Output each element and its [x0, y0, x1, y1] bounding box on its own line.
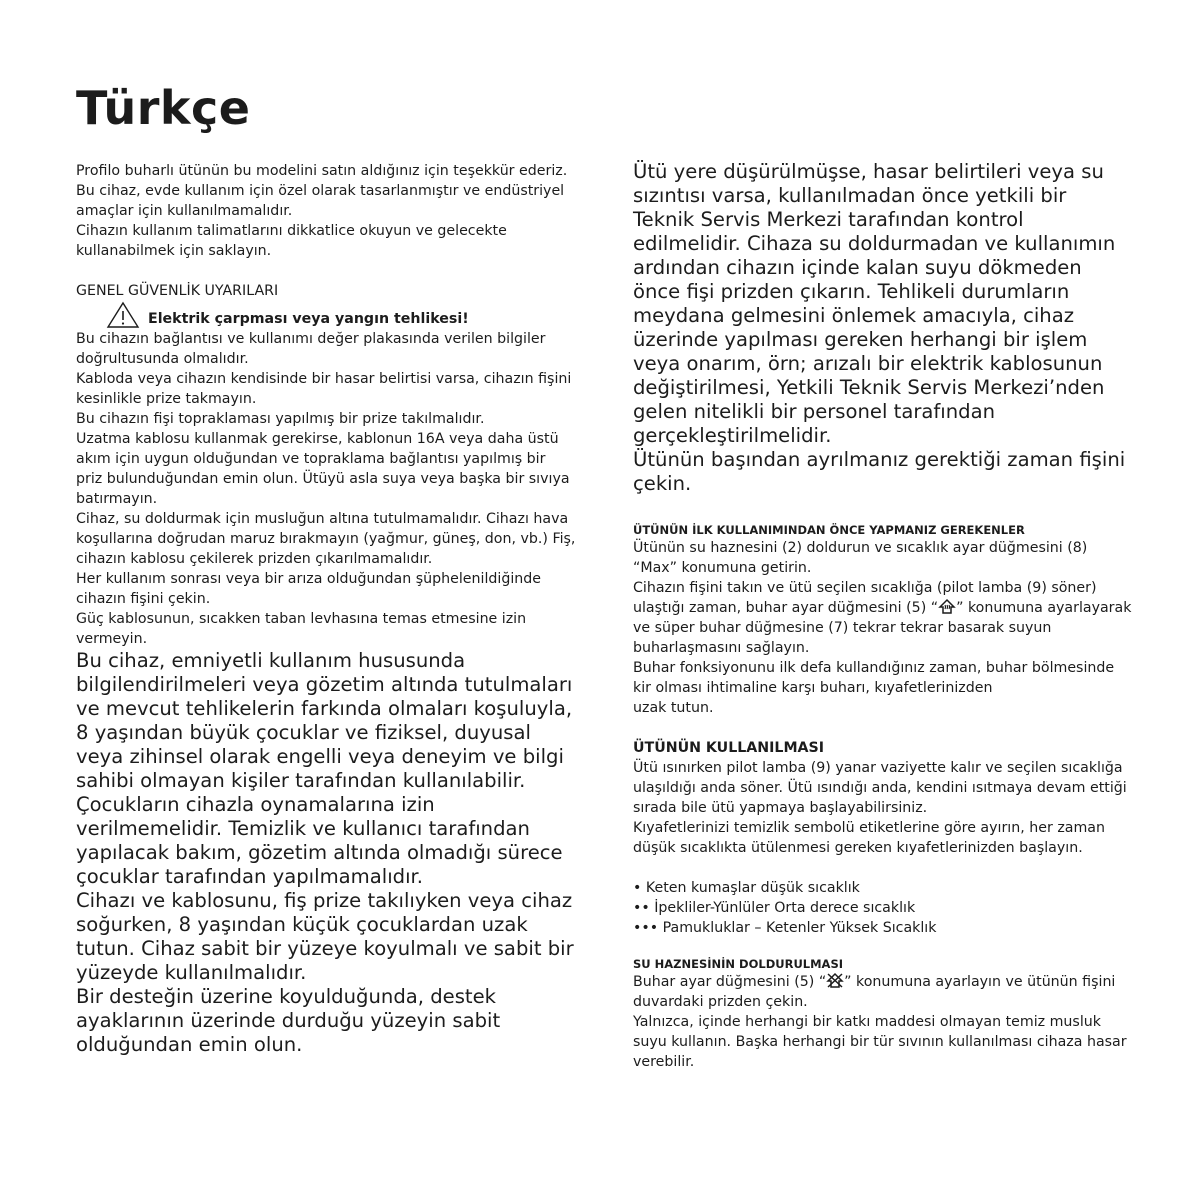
- safety-large-paragraph: önce fişi prizden çıkarın. Tehlikeli durumların meydana gelmesini önlemek amacıyla, cihaz üzerinde yapılması gereken herhangi bir işlem veya onarım, örn; arızalı bir elektrik kablosunun değiştirilmesi, Yetkili Teknik Servis Merkezi’nden gelen nitelikli bir personel tarafından gerçekleştirilmelidir.: [633, 280, 1105, 447]
- safety-paragraph: Bu cihazın fişi topraklaması yapılmış bir prize takılmalıdır.: [76, 411, 485, 427]
- safety-large-paragraph: Çocukların cihazla oynamalarına izin verilmemelidir. Temizlik ve kullanıcı tarafından yapılacak bakım, gözetim altında olmadığı sürece çocuklar tarafından yapılmamalıdır.: [76, 793, 563, 888]
- safety-large-paragraph: Bu cihaz, emniyetli kullanım hususunda bilgilendirilmeleri veya gözetim altında tutulmaları ve mevcut tehlikelerin farkında olmaları koşuluyla, 8 yaşından büyük çocuklar ve fiziksel, duyusal veya zihinsel olarak engelli veya deneyim ve bilgi sahibi olmayan kişiler tarafından kullanılabilir.: [76, 649, 573, 792]
- first-use-text: ” konumuna ayarlayarak ve süper buhar düğmesine (7) tekrar tekrar basarak suyun buharlaşmasını sağlayın.: [633, 600, 1132, 656]
- safety-paragraph: Cihaz, su doldurmak için musluğun altına tutulmamalıdır. Cihazı hava koşullarına doğrudan maruz bırakmayın (yağmur, güneş, don, vb.) Fiş, cihazın kablosu çekilerek prizden çıkarılmamalıdır.: [76, 511, 576, 567]
- safety-heading: GENEL GÜVENLİK UYARILARI: [76, 283, 279, 299]
- water-tank-paragraph: Yalnızca, içinde herhangi bir katkı maddesi olmayan temiz musluk suyu kullanın. Başka herhangi bir tür sıvının kullanılması cihaza hasar verebilir.: [633, 1014, 1127, 1070]
- intro-paragraph: Cihazın kullanım talimatlarını dikkatlice okuyun ve gelecekte kullanabilmek için saklayın.: [76, 223, 507, 259]
- page-title: Türkçe: [76, 81, 251, 135]
- usage-heading: ÜTÜNÜN KULLANILMASI: [633, 740, 825, 756]
- first-use-paragraph: [633, 578, 1133, 658]
- safety-large-paragraph: Bir desteğin üzerine koyulduğunda, destek ayaklarının üzerinde durduğu yüzeyin sabit olduğundan emin olun.: [76, 985, 501, 1056]
- safety-large-paragraph: Cihazı ve kablosunu, fiş prize takılıyken veya cihaz soğurken, 8 yaşından küçük çocuklardan uzak tutun. Cihaz sabit bir yüzeye koyulmalı ve sabit bir yüzeyde kullanılmalıdır.: [76, 889, 574, 984]
- safety-paragraph: Uzatma kablosu kullanmak gerekirse, kablonun 16A veya daha üstü akım için uygun olduğundan ve topraklama bağlantısı yapılmış bir priz bulunduğundan emin olun. Ütüyü asla suya veya başka bir sıvıya batırmayın.: [76, 431, 570, 507]
- list-item: ••• Pamukluklar – Ketenler Yüksek Sıcaklık: [633, 920, 937, 936]
- steam-max-icon: [938, 598, 956, 614]
- first-use-heading: ÜTÜNÜN İLK KULLANIMINDAN ÖNCE YAPMANIZ GEREKENLER: [633, 523, 1025, 537]
- water-tank-heading: SU HAZNESİNİN DOLDURULMASI: [633, 957, 844, 971]
- safety-large-paragraph: Ütünün başından ayrılmanız gerektiği zaman fişini çekin.: [633, 448, 1126, 495]
- safety-paragraph: Her kullanım sonrası veya bir arıza olduğundan şüphelenildiğinde cihazın fişini çekin.: [76, 571, 542, 607]
- safety-paragraph: Güç kablosunun, sıcakken taban levhasına temas etmesine izin vermeyin.: [76, 611, 527, 647]
- intro-paragraph: Profilo buharlı ütünün bu modelini satın aldığınız için teşekkür ederiz.: [76, 163, 568, 179]
- left-column: [76, 161, 576, 1057]
- safety-paragraph: Kabloda veya cihazın kendisinde bir hasar belirtisi varsa, cihazın fişini kesinlikle prize takmayın.: [76, 371, 572, 407]
- usage-paragraph: Kıyafetlerinizi temizlik sembolü etiketlerine göre ayırın, her zaman düşük sıcaklıkta ütülenmesi gereken kıyafetlerinizden başlayın.: [633, 820, 1105, 856]
- list-item: •• İpekliler-Yünlüler Orta derece sıcaklık: [633, 900, 916, 916]
- first-use-paragraph: Ütünün su haznesini (2) doldurun ve sıcaklık ayar düğmesini (8) “Max” konumuna getirin.: [633, 540, 1088, 576]
- steam-off-icon: [826, 972, 844, 988]
- water-tank-text: Buhar ayar düğmesini (5) “: [633, 974, 827, 990]
- warning-label: Elektrik çarpması veya yangın tehlikesi!: [148, 311, 469, 327]
- first-use-text: Cihazın fişini takın ve ütü seçilen sıcaklığa (pilot lamba (9) söner) ulaştığı zaman, buhar ayar düğmesini (5) “: [633, 580, 1097, 616]
- water-tank-text: ” konumuna ayarlayın ve ütünün fişini duvardaki prizden çekin.: [633, 974, 1116, 1010]
- warning-triangle-icon: [106, 301, 140, 329]
- usage-paragraph: Ütü ısınırken pilot lamba (9) yanar vaziyette kalır ve seçilen sıcaklığa ulaşıldığı anda söner. Ütü ısındığı anda, kendini ısıtmaya devam ettiği sırada bile ütü yapmaya başlayabilirsiniz.: [633, 760, 1127, 816]
- list-item: • Keten kumaşlar düşük sıcaklık: [633, 880, 860, 896]
- safety-paragraph: Bu cihazın bağlantısı ve kullanımı değer plakasında verilen bilgiler doğrultusunda olmalıdır.: [76, 331, 546, 367]
- intro-paragraph: Bu cihaz, evde kullanım için özel olarak tasarlanmıştır ve endüstriyel amaçlar için kullanılmamalıdır.: [76, 183, 565, 219]
- warning-banner: [76, 301, 576, 329]
- water-tank-paragraph: [633, 972, 1133, 1012]
- safety-large-paragraph: Ütü yere düşürülmüşse, hasar belirtileri veya su sızıntısı varsa, kullanılmadan önce yetkili bir Teknik Servis Merkezi tarafından kontrol edilmelidir. Cihaza su doldurmadan ve kullanımın ardından cihazın içinde kalan suyu dökmeden: [633, 160, 1116, 279]
- first-use-paragraph: uzak tutun.: [633, 700, 714, 716]
- first-use-paragraph: Buhar fonksiyonunu ilk defa kullandığınız zaman, buhar bölmesinde kir olması ihtimaline karşı buharı, kıyafetlerinizden: [633, 660, 1115, 696]
- right-column: [633, 160, 1133, 1072]
